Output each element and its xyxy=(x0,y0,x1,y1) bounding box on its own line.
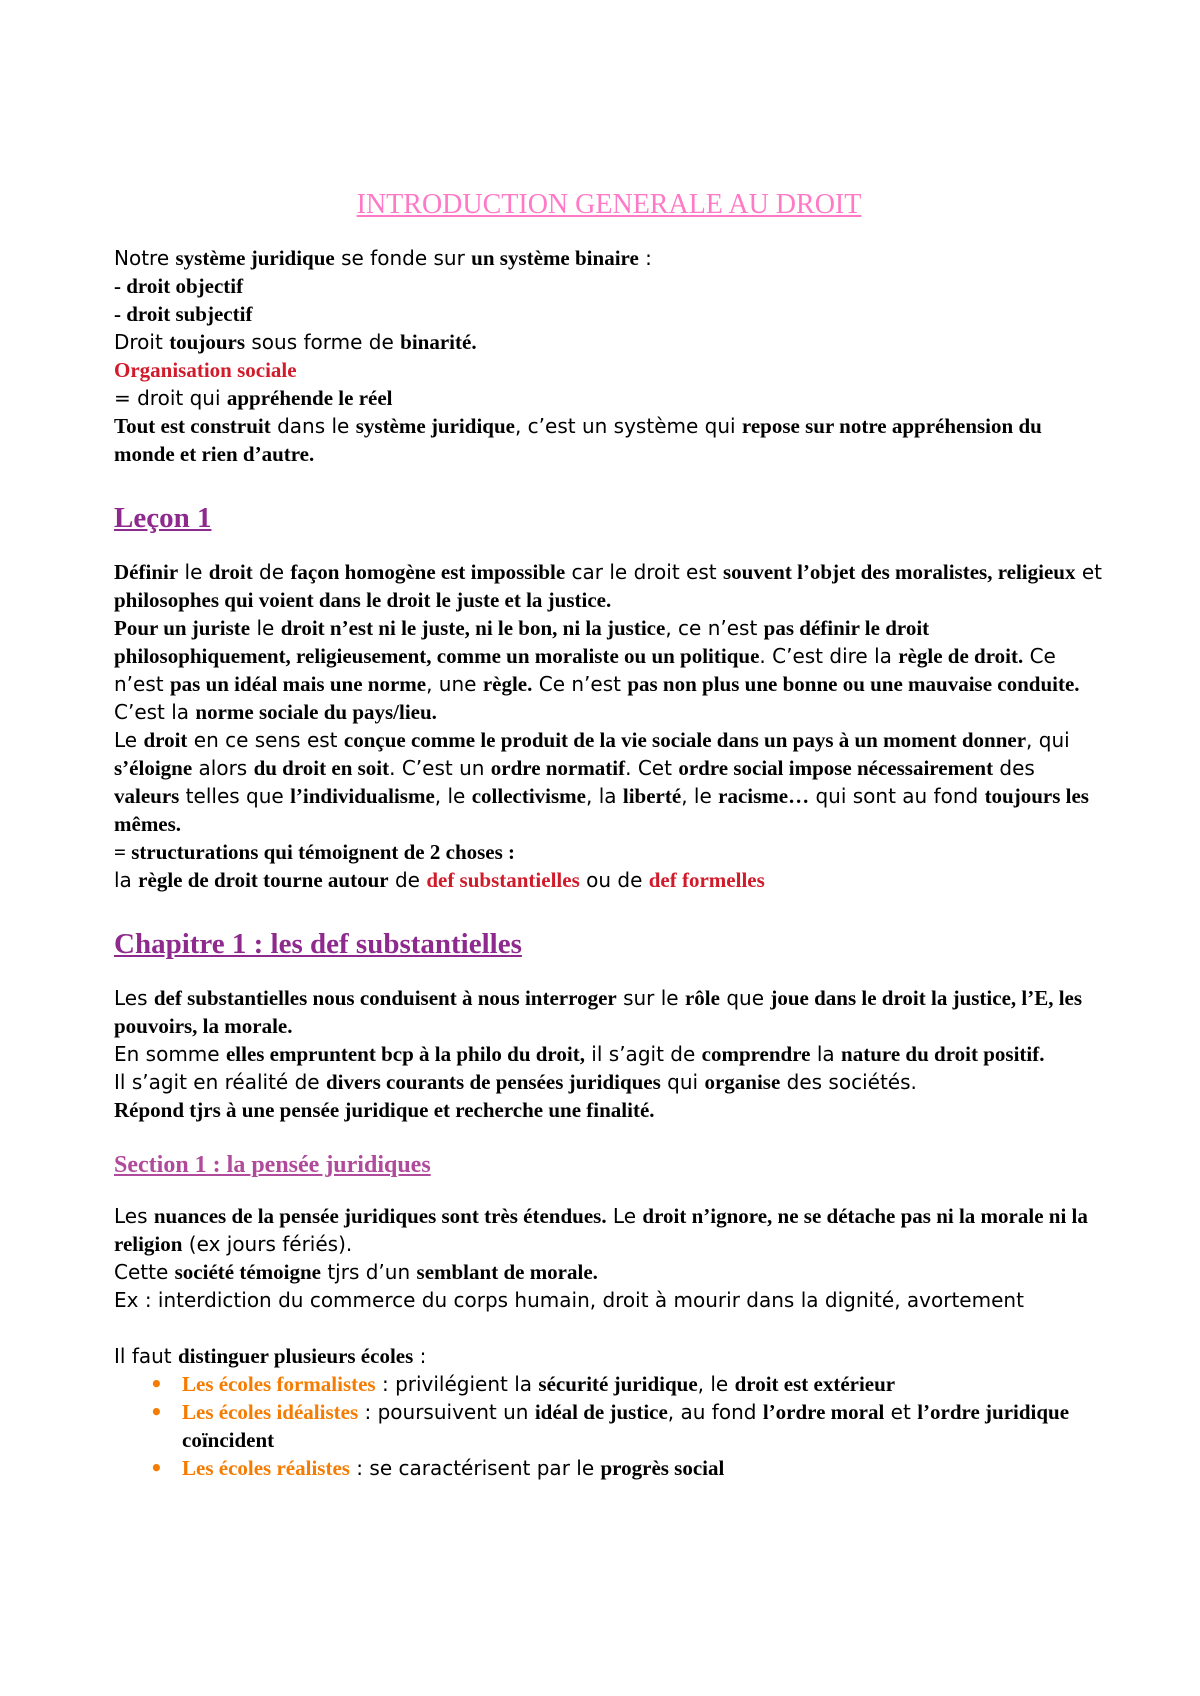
intro-line-3: - droit subjectif xyxy=(114,302,253,326)
ecoles-list xyxy=(114,1370,1104,1482)
section-1-paragraph-4: Il faut distinguer plusieurs écoles : xyxy=(114,1344,427,1368)
intro-line-2: - droit objectif xyxy=(114,274,244,298)
list-item: • Les écoles formalistes : privilégient la sécurité juridique, le droit est extérieur xyxy=(150,1372,896,1396)
list-item: • Les écoles idéalistes : poursuivent un idéal de justice, au fond l’ordre moral et l’ordre juridique coïncident xyxy=(150,1400,1070,1452)
chapitre-1-heading: Chapitre 1 : les def substantielles xyxy=(114,928,522,960)
bullet-icon: • xyxy=(150,1372,163,1396)
document-body xyxy=(114,186,1104,1482)
list-item: • Les écoles réalistes : se caractérisent par le progrès social xyxy=(150,1456,725,1480)
section-1-paragraph-3: Ex : interdiction du commerce du corps humain, droit à mourir dans la dignité, avortement xyxy=(114,1288,1024,1312)
intro-line-7: Tout est construit dans le système juridique, c’est un système qui repose sur notre appréhension du monde et rien d’autre. xyxy=(114,414,1042,466)
section-1-paragraph-1: Les nuances de la pensée juridiques sont très étendues. Le droit n’ignore, ne se détache pas ni la morale ni la religion (ex jours fériés). xyxy=(114,1204,1088,1256)
lecon-1-paragraph-2: Pour un juriste le droit n’est ni le juste, ni le bon, ni la justice, ce n’est pas définir le droit philosophiquement, religieusement, comme un moraliste ou un politique. C’est dire la règle de droit. Ce n’est pas un idéal mais une norme, une règle. Ce n’est pas non plus une bonne ou une mauvaise conduite. xyxy=(114,616,1080,696)
lecon-1-paragraph-4: Le droit en ce sens est conçue comme le produit de la vie sociale dans un pays à un moment donner, qui s’éloigne alors du droit en soit. C’est un ordre normatif. Cet ordre social impose nécessairement des valeurs telles que l’individualisme, le collectivisme, la liberté, le racisme… qui sont au fond toujours les mêmes. xyxy=(114,728,1089,836)
lecon-1-paragraph-1: Définir le droit de façon homogène est impossible car le droit est souvent l’objet des moralistes, religieux et philosophes qui voient dans le droit le juste et la justice. xyxy=(114,560,1102,612)
paragraph-spacer xyxy=(114,1314,1104,1342)
chapitre-1-paragraph-3: Il s’agit en réalité de divers courants de pensées juridiques qui organise des sociétés. xyxy=(114,1070,917,1094)
lecon-1-paragraph-6: la règle de droit tourne autour de def substantielles ou de def formelles xyxy=(114,868,765,892)
chapitre-1-paragraph-1: Les def substantielles nous conduisent à nous interroger sur le rôle que joue dans le droit la justice, l’E, les pouvoirs, la morale. xyxy=(114,986,1083,1038)
lecon-1-paragraph-3: C’est la norme sociale du pays/lieu. xyxy=(114,700,437,724)
bullet-icon: • xyxy=(150,1400,163,1424)
intro-line-5: Organisation sociale xyxy=(114,358,297,382)
chapitre-1-paragraph-4: Répond tjrs à une pensée juridique et recherche une finalité. xyxy=(114,1098,655,1122)
section-1-heading: Section 1 : la pensée juridiques xyxy=(114,1152,431,1178)
intro-line-1: Notre système juridique se fonde sur un système binaire : xyxy=(114,246,652,270)
intro-line-4: Droit toujours sous forme de binarité. xyxy=(114,330,477,354)
document-title: INTRODUCTION GENERALE AU DROIT xyxy=(356,189,862,220)
section-1-paragraph-2: Cette société témoigne tjrs d’un semblant de morale. xyxy=(114,1260,598,1284)
chapitre-1-paragraph-2: En somme elles empruntent bcp à la philo du droit, il s’agit de comprendre la nature du droit positif. xyxy=(114,1042,1045,1066)
bullet-icon: • xyxy=(150,1456,163,1480)
lecon-1-paragraph-5: = structurations qui témoignent de 2 choses : xyxy=(114,840,516,864)
intro-line-6: = droit qui appréhende le réel xyxy=(114,386,393,410)
lecon-1-heading: Leçon 1 xyxy=(114,502,212,534)
